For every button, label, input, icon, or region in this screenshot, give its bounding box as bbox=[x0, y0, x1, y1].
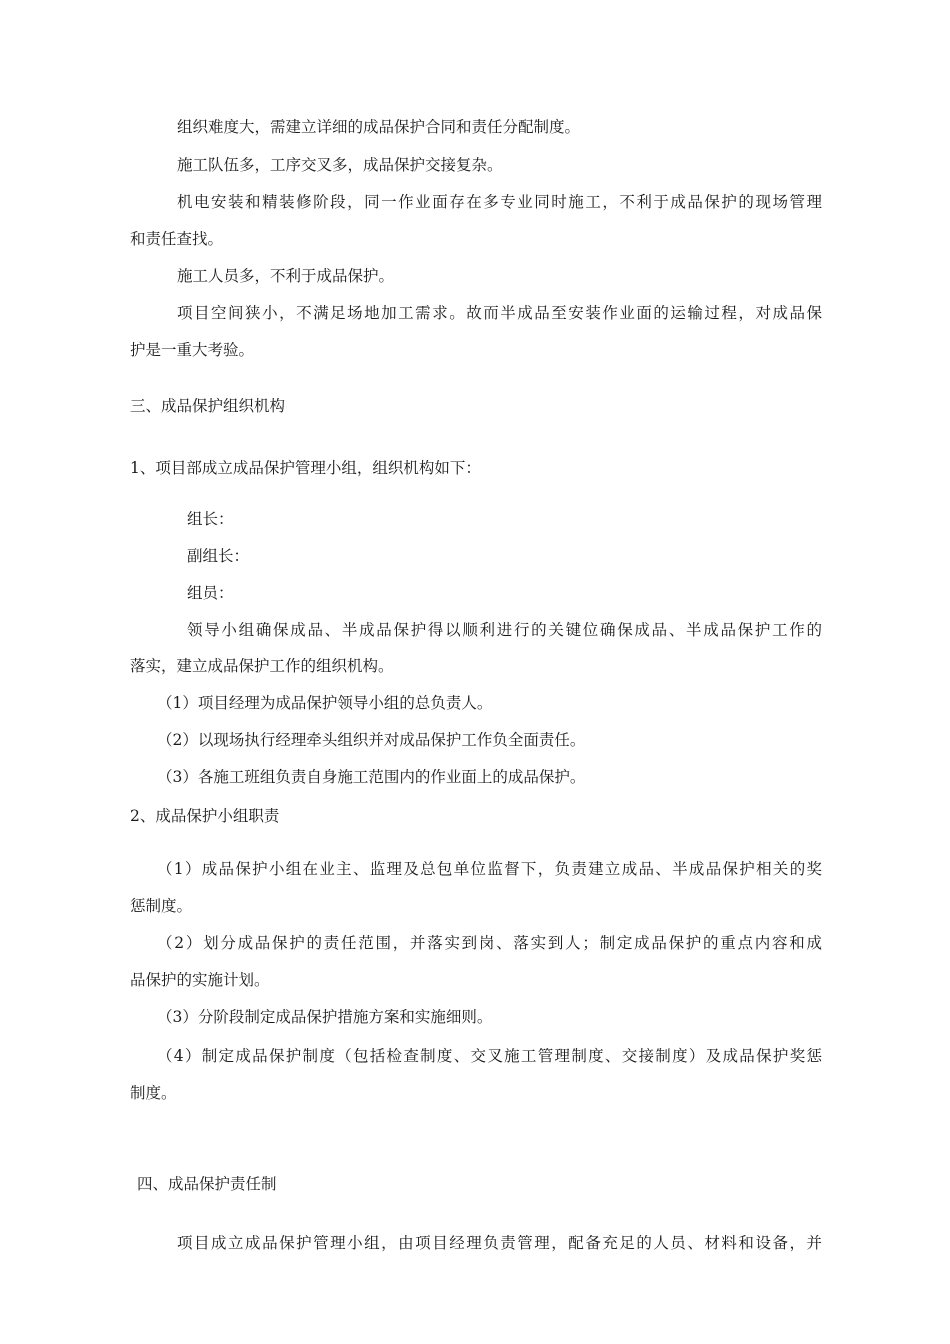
section-4-heading: 四、成品保护责任制 bbox=[137, 1175, 277, 1193]
duty-1-line1: （1）成品保护小组在业主、监理及总包单位监督下，负责建立成品、半成品保护相关的奖 bbox=[157, 860, 822, 878]
leadership-desc-line2: 落实，建立成品保护工作的组织机构。 bbox=[130, 657, 394, 675]
paragraph-mep-stage-line1: 机电安装和精装修阶段，同一作业面存在多专业同时施工，不利于成品保护的现场管理 bbox=[177, 193, 822, 211]
list-item: （1）项目经理为成品保护领导小组的总负责人。 bbox=[157, 694, 493, 712]
paragraph-organization-difficulty: 组织难度大，需建立详细的成品保护合同和责任分配制度。 bbox=[177, 118, 581, 136]
responsibility-paragraph-line1: 项目成立成品保护管理小组，由项目经理负责管理，配备充足的人员、材料和设备，并 bbox=[177, 1234, 822, 1252]
duty-1-line2: 惩制度。 bbox=[130, 897, 193, 915]
paragraph-many-teams: 施工队伍多，工序交叉多，成品保护交接复杂。 bbox=[177, 156, 503, 174]
duty-4-line2: 制度。 bbox=[130, 1084, 177, 1102]
duty-3: （3）分阶段制定成品保护措施方案和实施细则。 bbox=[157, 1008, 493, 1026]
role-vice-leader: 副组长： bbox=[187, 547, 250, 565]
duty-4-line1: （4）制定成品保护制度（包括检查制度、交叉施工管理制度、交接制度）及成品保护奖惩 bbox=[157, 1047, 822, 1065]
section-3-heading: 三、成品保护组织机构 bbox=[130, 397, 286, 415]
paragraph-many-workers: 施工人员多，不利于成品保护。 bbox=[177, 267, 395, 285]
subsection-2-heading: 2、成品保护小组职责 bbox=[130, 807, 280, 825]
list-item: （3）各施工班组负责自身施工范围内的作业面上的成品保护。 bbox=[157, 768, 586, 786]
duty-2-line2: 品保护的实施计划。 bbox=[130, 971, 270, 989]
leadership-desc-line1: 领导小组确保成品、半成品保护得以顺利进行的关键位确保成品、半成品保护工作的 bbox=[187, 621, 822, 639]
paragraph-limited-space-line2: 护是一重大考验。 bbox=[130, 341, 255, 359]
duty-2-line1: （2）划分成品保护的责任范围，并落实到岗、落实到人；制定成品保护的重点内容和成 bbox=[157, 934, 822, 952]
paragraph-mep-stage-line2: 和责任查找。 bbox=[130, 230, 224, 248]
subsection-1-heading: 1、项目部成立成品保护管理小组，组织机构如下： bbox=[130, 459, 481, 477]
list-item: （2）以现场执行经理牵头组织并对成品保护工作负全面责任。 bbox=[157, 731, 586, 749]
paragraph-limited-space-line1: 项目空间狭小，不满足场地加工需求。故而半成品至安装作业面的运输过程，对成品保 bbox=[177, 304, 822, 322]
role-members: 组员： bbox=[187, 584, 234, 602]
role-leader: 组长： bbox=[187, 510, 234, 528]
